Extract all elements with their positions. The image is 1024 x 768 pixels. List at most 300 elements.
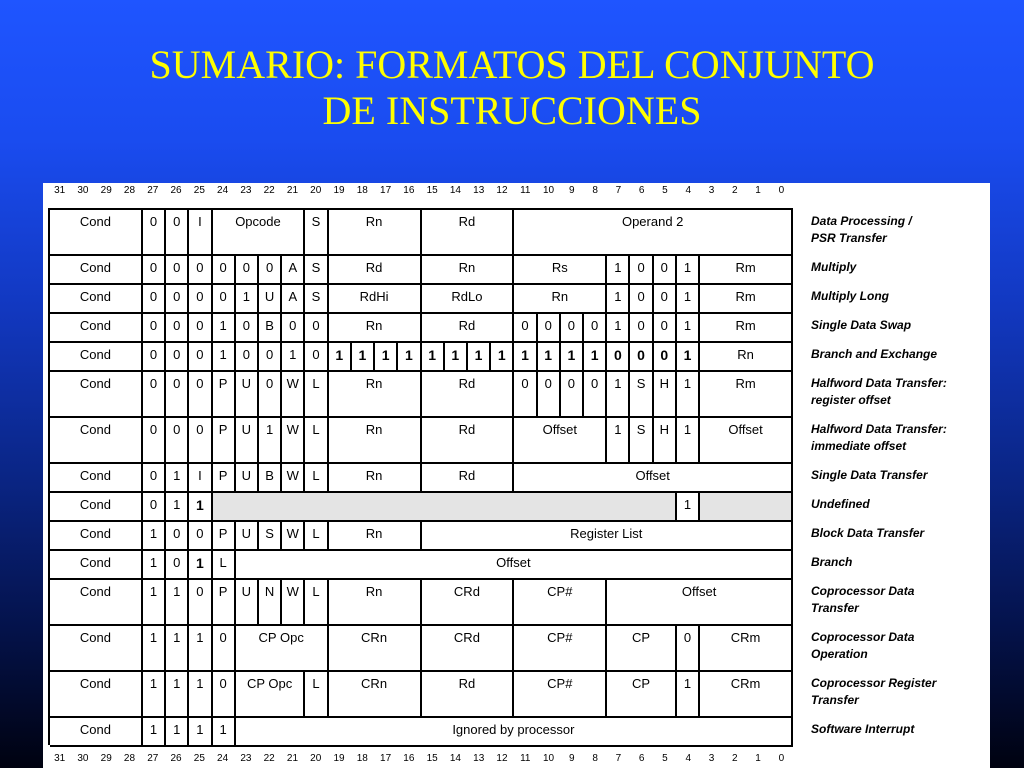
field-cell: CRd	[422, 626, 515, 672]
field-cell: 0	[143, 418, 166, 464]
field-cell: 0	[654, 285, 677, 314]
format-label-line: Multiply	[811, 260, 857, 274]
field-cell: 1	[468, 343, 491, 372]
format-label-line: Halfword Data Transfer:	[811, 376, 947, 390]
bit-number: 19	[333, 753, 345, 764]
field-cell: 1	[677, 314, 700, 343]
field-cell: CP#	[514, 626, 607, 672]
field-cell: 0	[166, 551, 189, 580]
format-label	[811, 418, 990, 455]
field-cell: CP	[607, 672, 677, 718]
field-cell: 0	[166, 418, 189, 464]
bit-number: 3	[708, 185, 715, 196]
field-cell: Opcode	[213, 210, 306, 256]
bit-number: 4	[685, 185, 692, 196]
field-cell: 0	[305, 343, 328, 372]
bit-number: 28	[123, 185, 136, 196]
field-cell: A	[282, 256, 305, 285]
bit-number: 26	[170, 753, 182, 764]
field-cell: 0	[213, 256, 236, 285]
field-cell: Rm	[700, 256, 793, 285]
format-label-line: Operation	[811, 647, 868, 661]
bit-number: 2	[732, 753, 738, 764]
field-cell: 0	[143, 314, 166, 343]
field-cell: 0	[259, 256, 282, 285]
field-cell: 1	[677, 372, 700, 418]
field-cell: Rd	[329, 256, 422, 285]
bit-number: 7	[615, 753, 622, 764]
field-cell: Offset	[514, 418, 607, 464]
field-cell: 1	[329, 343, 352, 372]
bit-number: 6	[638, 753, 645, 764]
format-label-line: Coprocessor Data	[811, 584, 915, 598]
field-cell: I	[189, 464, 212, 493]
field-cell: 0	[538, 372, 561, 418]
bit-number: 13	[473, 185, 485, 196]
format-label-line: Transfer	[811, 601, 859, 615]
field-cell: 1	[189, 493, 212, 522]
field-cell: 1	[352, 343, 375, 372]
bit-number: 10	[542, 753, 555, 764]
field-cell: Rd	[422, 464, 515, 493]
field-cell: Rn	[422, 256, 515, 285]
field-cell: 0	[189, 285, 212, 314]
field-cell: 0	[236, 314, 259, 343]
field-cell: 0	[305, 314, 328, 343]
bit-number-ruler-top	[48, 185, 793, 197]
field-cell: 0	[607, 343, 630, 372]
bit-number: 30	[77, 753, 89, 764]
bit-number: 1	[755, 753, 761, 764]
field-cell: P	[213, 418, 236, 464]
field-cell: 1	[189, 551, 212, 580]
field-cell: 1	[166, 626, 189, 672]
field-cell: 0	[189, 314, 212, 343]
field-cell: 1	[166, 718, 189, 747]
field-cell: 1	[213, 343, 236, 372]
field-cell: Offset	[514, 464, 793, 493]
field-cell: S	[305, 256, 328, 285]
field-cell: 0	[143, 210, 166, 256]
bit-number: 15	[426, 753, 438, 764]
field-cell: 1	[607, 314, 630, 343]
format-label	[811, 314, 990, 334]
slide-title-line-2: DE INSTRUCCIONES	[322, 88, 702, 133]
field-cell: P	[213, 522, 236, 551]
bit-number: 0	[778, 753, 785, 764]
format-label-line: Undefined	[811, 497, 870, 511]
field-cell: Cond	[50, 343, 143, 372]
field-cell: P	[213, 464, 236, 493]
field-cell: 1	[677, 285, 700, 314]
bit-number: 27	[147, 185, 159, 196]
field-cell: CP Opc	[236, 626, 329, 672]
bit-number: 1	[755, 185, 761, 196]
format-label	[811, 493, 990, 513]
field-cell: 1	[538, 343, 561, 372]
bit-number: 9	[569, 185, 575, 196]
field-cell: S	[305, 210, 328, 256]
bit-number: 21	[286, 753, 299, 764]
field-cell: Rn	[329, 372, 422, 418]
bit-number: 26	[170, 185, 182, 196]
field-cell: P	[213, 580, 236, 626]
field-cell: W	[282, 580, 305, 626]
field-cell: Rn	[700, 343, 793, 372]
field-cell: 1	[677, 418, 700, 464]
field-cell: S	[630, 418, 653, 464]
format-label	[811, 551, 990, 571]
slide-title-line-1: SUMARIO: FORMATOS DEL CONJUNTO	[149, 42, 875, 87]
field-cell: 1	[607, 285, 630, 314]
field-cell: 0	[189, 372, 212, 418]
field-cell: 1	[561, 343, 584, 372]
field-cell: Rd	[422, 418, 515, 464]
field-cell: 1	[189, 626, 212, 672]
field-cell: RdLo	[422, 285, 515, 314]
field-cell: 0	[584, 372, 607, 418]
bit-number: 28	[123, 753, 136, 764]
field-cell: CP	[607, 626, 677, 672]
field-cell: U	[236, 418, 259, 464]
field-cell: Offset	[607, 580, 793, 626]
bit-number: 9	[569, 753, 575, 764]
field-cell: L	[213, 551, 236, 580]
field-cell: 0	[213, 672, 236, 718]
bit-number: 29	[100, 753, 112, 764]
field-cell: 1	[189, 672, 212, 718]
format-label	[811, 718, 990, 738]
field-cell: Cond	[50, 493, 143, 522]
format-label-line: Multiply Long	[811, 289, 889, 303]
bit-number: 31	[54, 185, 66, 196]
slide-title	[0, 42, 1024, 134]
field-cell: 1	[282, 343, 305, 372]
field-cell: Cond	[50, 372, 143, 418]
format-label	[811, 626, 990, 663]
bit-number: 19	[333, 185, 345, 196]
field-cell: Rd	[422, 314, 515, 343]
bit-number: 0	[778, 185, 785, 196]
bit-number: 18	[356, 753, 368, 764]
field-cell: 1	[375, 343, 398, 372]
field-cell: CRn	[329, 626, 422, 672]
field-cell: 1	[236, 285, 259, 314]
bit-number: 5	[662, 753, 668, 764]
field-cell: Rn	[329, 580, 422, 626]
format-label-line: Block Data Transfer	[811, 526, 925, 540]
field-cell: 0	[514, 372, 537, 418]
format-label-line: Data Processing /	[811, 214, 912, 228]
field-cell: Cond	[50, 314, 143, 343]
field-cell: Rn	[514, 285, 607, 314]
field-cell: Offset	[236, 551, 793, 580]
field-cell: 0	[654, 314, 677, 343]
bit-number: 25	[193, 753, 205, 764]
bit-number: 23	[240, 185, 252, 196]
field-cell: Rd	[422, 210, 515, 256]
format-label-line: Transfer	[811, 693, 859, 707]
field-cell: 0	[143, 464, 166, 493]
field-cell: Rn	[329, 210, 422, 256]
field-cell: 1	[143, 551, 166, 580]
field-cell: 0	[259, 372, 282, 418]
field-cell: Rs	[514, 256, 607, 285]
field-cell: L	[305, 372, 328, 418]
field-cell: 0	[143, 493, 166, 522]
field-cell: 1	[398, 343, 421, 372]
field-cell: 0	[561, 372, 584, 418]
bit-number: 8	[592, 753, 598, 764]
instruction-format-grid	[48, 208, 793, 745]
field-cell: 1	[143, 626, 166, 672]
field-cell: 1	[607, 256, 630, 285]
bit-number: 13	[473, 753, 485, 764]
field-cell: 0	[213, 626, 236, 672]
field-cell: 0	[189, 256, 212, 285]
field-cell: Cond	[50, 210, 143, 256]
field-cell: 0	[514, 314, 537, 343]
field-cell: 0	[213, 285, 236, 314]
format-label	[811, 256, 990, 276]
field-cell: Cond	[50, 580, 143, 626]
format-label-line: register offset	[811, 393, 891, 407]
bit-number: 5	[662, 185, 668, 196]
field-cell: Operand 2	[514, 210, 793, 256]
field-cell: L	[305, 580, 328, 626]
field-cell: 0	[166, 256, 189, 285]
format-label-line: Single Data Swap	[811, 318, 912, 332]
field-cell: 1	[166, 493, 189, 522]
field-cell: 0	[166, 285, 189, 314]
format-label	[811, 372, 990, 409]
bit-number: 24	[217, 753, 229, 764]
field-cell: CP Opc	[236, 672, 306, 718]
field-cell: U	[236, 522, 259, 551]
field-cell: RdHi	[329, 285, 422, 314]
field-cell: Offset	[700, 418, 793, 464]
field-cell: CP#	[514, 672, 607, 718]
bit-number: 11	[520, 753, 531, 764]
bit-number: 20	[310, 185, 322, 196]
field-cell: H	[654, 372, 677, 418]
format-label-line: Branch and Exchange	[811, 347, 938, 361]
field-cell: 0	[630, 256, 653, 285]
field-cell: U	[259, 285, 282, 314]
field-cell: 1	[143, 718, 166, 747]
field-cell: 1	[677, 343, 700, 372]
format-label-line: Coprocessor Register	[811, 676, 937, 690]
field-cell: 0	[166, 343, 189, 372]
field-cell: 1	[445, 343, 468, 372]
field-cell: 1	[607, 372, 630, 418]
format-label-line: Coprocessor Data	[811, 630, 915, 644]
format-label	[811, 210, 990, 247]
field-cell: 1	[514, 343, 537, 372]
bit-number: 17	[380, 753, 392, 764]
bit-number: 21	[286, 185, 299, 196]
field-cell: 1	[607, 418, 630, 464]
bit-number: 12	[496, 753, 508, 764]
field-cell: 1	[166, 580, 189, 626]
bit-number: 17	[380, 185, 392, 196]
field-cell: 0	[189, 418, 212, 464]
field-cell: 0	[630, 343, 653, 372]
field-cell: 1	[491, 343, 514, 372]
bit-number: 27	[147, 753, 159, 764]
field-cell: Register List	[422, 522, 794, 551]
bit-number: 20	[310, 753, 322, 764]
bit-number: 30	[77, 185, 89, 196]
bit-number: 12	[496, 185, 508, 196]
field-cell: W	[282, 522, 305, 551]
field-cell: Ignored by processor	[236, 718, 793, 747]
field-cell: Rm	[700, 285, 793, 314]
field-cell: 0	[166, 210, 189, 256]
field-cell: W	[282, 418, 305, 464]
format-label-line: immediate offset	[811, 439, 907, 453]
field-cell: W	[282, 464, 305, 493]
bit-number: 18	[356, 185, 368, 196]
bit-number: 2	[732, 185, 738, 196]
bit-number: 3	[708, 753, 715, 764]
field-cell: U	[236, 464, 259, 493]
format-label-line: Single Data Transfer	[811, 468, 928, 482]
field-cell: 1	[677, 256, 700, 285]
bit-number: 6	[638, 185, 645, 196]
field-cell: Cond	[50, 626, 143, 672]
field-cell: 0	[143, 343, 166, 372]
field-cell: S	[305, 285, 328, 314]
format-label	[811, 464, 990, 484]
field-cell: 0	[630, 285, 653, 314]
field-cell: CRm	[700, 626, 793, 672]
field-cell: 1	[259, 418, 282, 464]
bit-number: 29	[100, 185, 112, 196]
field-cell: 1	[677, 493, 700, 522]
field-cell: Cond	[50, 285, 143, 314]
field-cell: 0	[677, 626, 700, 672]
field-cell: 0	[143, 372, 166, 418]
bit-number: 8	[592, 185, 598, 196]
bit-number: 22	[263, 753, 275, 764]
field-cell: L	[305, 672, 328, 718]
field-cell: 0	[166, 372, 189, 418]
bit-number: 23	[240, 753, 252, 764]
bit-number: 15	[426, 185, 438, 196]
field-cell: 1	[213, 718, 236, 747]
field-cell	[213, 493, 677, 522]
field-cell: Rd	[422, 372, 515, 418]
field-cell: 0	[561, 314, 584, 343]
field-cell: Cond	[50, 256, 143, 285]
field-cell: CRn	[329, 672, 422, 718]
field-cell: 1	[584, 343, 607, 372]
field-cell: S	[630, 372, 653, 418]
bit-number: 16	[403, 185, 415, 196]
format-label	[811, 580, 990, 617]
field-cell: B	[259, 464, 282, 493]
field-cell: 1	[166, 672, 189, 718]
field-cell: 0	[166, 314, 189, 343]
bit-number: 4	[685, 753, 692, 764]
field-cell: 0	[630, 314, 653, 343]
field-cell: 1	[677, 672, 700, 718]
field-cell: 0	[282, 314, 305, 343]
field-cell: N	[259, 580, 282, 626]
field-cell: U	[236, 580, 259, 626]
field-cell: 0	[654, 343, 677, 372]
field-cell: L	[305, 464, 328, 493]
field-cell: P	[213, 372, 236, 418]
format-label-line: PSR Transfer	[811, 231, 887, 245]
field-cell: CRd	[422, 580, 515, 626]
field-cell: 0	[584, 314, 607, 343]
format-label	[811, 343, 990, 363]
field-cell: 0	[654, 256, 677, 285]
field-cell: 1	[189, 718, 212, 747]
bit-number: 25	[193, 185, 205, 196]
field-cell: 0	[236, 343, 259, 372]
field-cell: 0	[538, 314, 561, 343]
field-cell	[700, 493, 793, 522]
field-cell: A	[282, 285, 305, 314]
bit-number: 14	[449, 185, 461, 196]
bit-number: 7	[615, 185, 622, 196]
field-cell: Cond	[50, 522, 143, 551]
field-cell: I	[189, 210, 212, 256]
field-cell: S	[259, 522, 282, 551]
field-cell: L	[305, 522, 328, 551]
field-cell: 0	[189, 343, 212, 372]
field-cell: Rn	[329, 464, 422, 493]
field-cell: Cond	[50, 464, 143, 493]
field-cell: Rm	[700, 314, 793, 343]
field-cell: Rd	[422, 672, 515, 718]
format-label-line: Software Interrupt	[811, 722, 915, 736]
field-cell: U	[236, 372, 259, 418]
format-label	[811, 522, 990, 542]
field-cell: B	[259, 314, 282, 343]
field-cell: 1	[143, 672, 166, 718]
field-cell: 1	[422, 343, 445, 372]
field-cell: 1	[166, 464, 189, 493]
bit-number: 22	[263, 185, 275, 196]
bit-number: 31	[54, 753, 66, 764]
field-cell: 0	[236, 256, 259, 285]
field-cell: Cond	[50, 418, 143, 464]
field-cell: CRm	[700, 672, 793, 718]
format-label	[811, 285, 990, 305]
field-cell: 0	[166, 522, 189, 551]
field-cell: Cond	[50, 551, 143, 580]
field-cell: 0	[259, 343, 282, 372]
field-cell: 0	[143, 256, 166, 285]
field-cell: 1	[213, 314, 236, 343]
instruction-format-table-image	[43, 183, 990, 768]
bit-number: 24	[217, 185, 229, 196]
field-cell: W	[282, 372, 305, 418]
format-label	[811, 672, 990, 709]
field-cell: 0	[143, 285, 166, 314]
field-cell: 1	[143, 522, 166, 551]
field-cell: Rn	[329, 522, 422, 551]
field-cell: Cond	[50, 718, 143, 747]
format-label-line: Branch	[811, 555, 853, 569]
field-cell: H	[654, 418, 677, 464]
bit-number: 10	[542, 185, 555, 196]
field-cell: Rn	[329, 314, 422, 343]
